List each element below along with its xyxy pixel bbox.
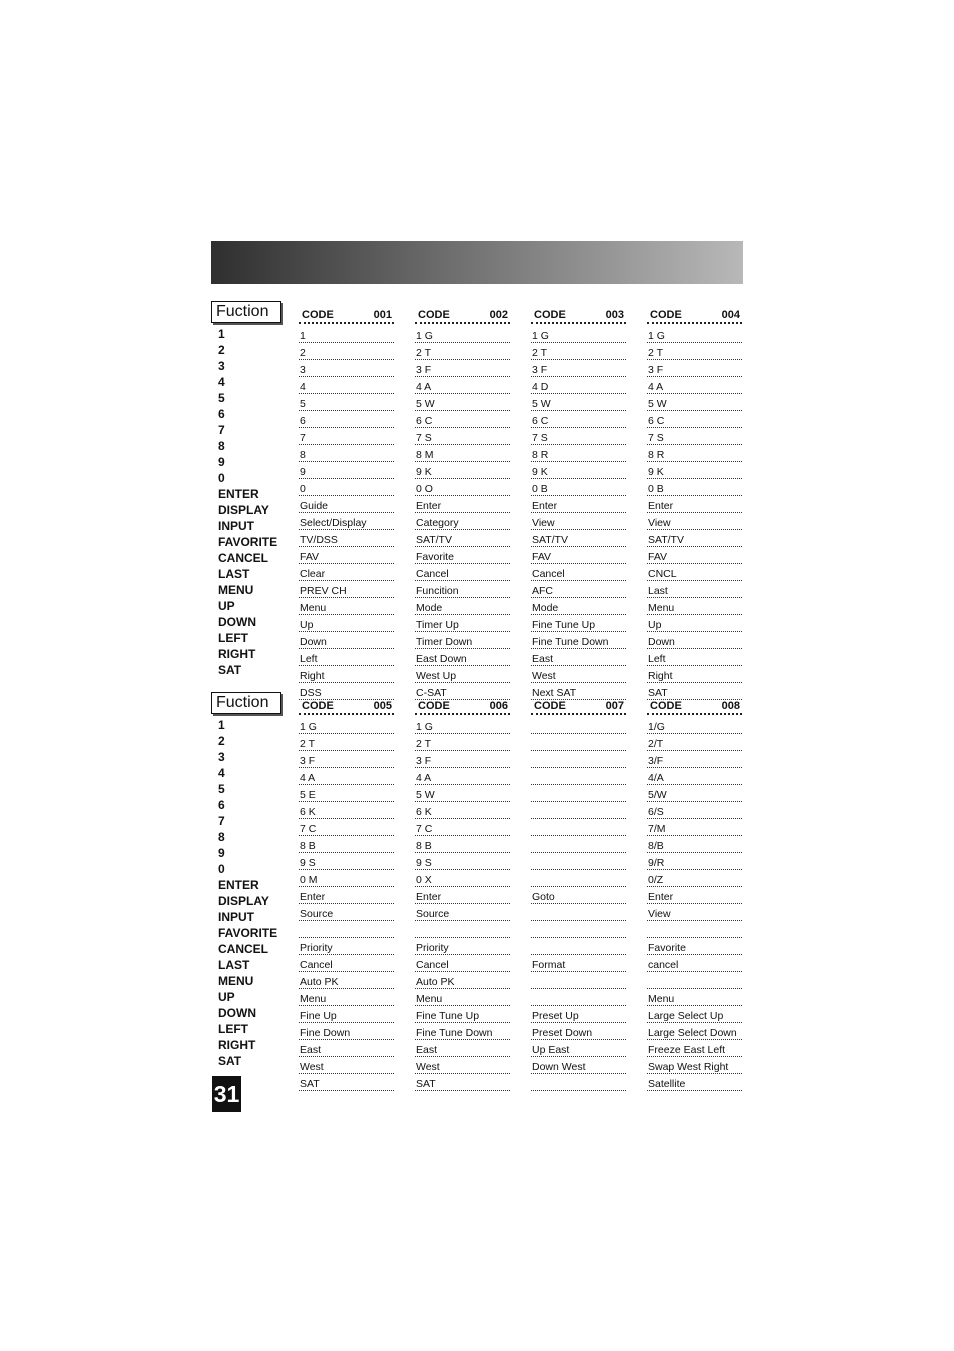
code-cell: Select/Display — [299, 514, 394, 530]
function-label: 1 — [218, 327, 225, 341]
code-cell: Source — [415, 905, 510, 921]
code-cell: West — [531, 667, 626, 683]
code-cell: Clear — [299, 565, 394, 581]
code-cell: Mode — [531, 599, 626, 615]
code-cell: 6/S — [647, 803, 742, 819]
code-cell: 3 F — [531, 361, 626, 377]
code-cell: FAV — [531, 548, 626, 564]
code-cell: 1 G — [531, 327, 626, 343]
code-label: CODE — [302, 309, 334, 321]
code-cell: PREV CH — [299, 582, 394, 598]
code-cell: Cancel — [415, 565, 510, 581]
code-cell: 7 C — [415, 820, 510, 836]
code-cell: 1 G — [415, 718, 510, 734]
function-label: UP — [218, 599, 235, 613]
code-cell: 1 G — [647, 327, 742, 343]
code-number: 004 — [721, 309, 740, 321]
function-label: 8 — [218, 439, 225, 453]
code-cell: 3 F — [415, 752, 510, 768]
code-column-header — [531, 697, 626, 715]
function-label: UP — [218, 990, 235, 1004]
code-cell: View — [647, 905, 742, 921]
code-cell: Enter — [647, 497, 742, 513]
function-label: MENU — [218, 583, 254, 597]
function-label: LAST — [218, 958, 250, 972]
function-label: INPUT — [218, 910, 254, 924]
code-cell: 1 G — [415, 327, 510, 343]
code-cell: Cancel — [299, 956, 394, 972]
code-cell: 7 S — [647, 429, 742, 445]
code-cell: 6 C — [531, 412, 626, 428]
code-cell: 1 G — [299, 718, 394, 734]
code-cell: 4 D — [531, 378, 626, 394]
code-cell: SAT — [415, 1075, 510, 1091]
code-cell: Fine Up — [299, 1007, 394, 1023]
code-cell: 6 K — [299, 803, 394, 819]
code-cell — [531, 871, 626, 887]
code-cell: West — [415, 1058, 510, 1074]
function-label: DISPLAY — [218, 503, 269, 517]
function-label: SAT — [218, 663, 242, 677]
code-cell: AFC — [531, 582, 626, 598]
code-column — [647, 306, 742, 701]
code-cell: Menu — [647, 990, 742, 1006]
code-label: CODE — [534, 309, 566, 321]
code-column — [647, 697, 742, 1092]
code-number: 006 — [489, 700, 508, 712]
code-cell: 6 K — [415, 803, 510, 819]
code-label: CODE — [302, 700, 334, 712]
code-cell: TV/DSS — [299, 531, 394, 547]
code-cell: 4 A — [299, 769, 394, 785]
code-cell — [531, 803, 626, 819]
code-cell: 8 B — [299, 837, 394, 853]
code-cell: Source — [299, 905, 394, 921]
code-cell — [531, 718, 626, 734]
code-cell: 7 C — [299, 820, 394, 836]
code-cell — [531, 905, 626, 921]
function-header: Fuction — [211, 301, 281, 323]
code-cell — [531, 735, 626, 751]
code-cell: Left — [647, 650, 742, 666]
code-label: CODE — [534, 700, 566, 712]
code-cell: Preset Up — [531, 1007, 626, 1023]
code-cell — [531, 1075, 626, 1091]
code-cell: Enter — [415, 497, 510, 513]
code-label: CODE — [418, 309, 450, 321]
code-cell: 8 R — [647, 446, 742, 462]
code-cell: Swap West Right — [647, 1058, 742, 1074]
code-cell: 9 K — [531, 463, 626, 479]
code-cell: 6 C — [415, 412, 510, 428]
code-cell: 2 T — [647, 344, 742, 360]
code-cell — [531, 786, 626, 802]
code-cell: Timer Down — [415, 633, 510, 649]
function-label: 0 — [218, 471, 225, 485]
code-cell: SAT — [647, 684, 742, 700]
code-cell: 5 E — [299, 786, 394, 802]
code-cell: Last — [647, 582, 742, 598]
code-cell: 2 — [299, 344, 394, 360]
code-cell: Down West — [531, 1058, 626, 1074]
function-header: Fuction — [211, 692, 281, 714]
code-cell: SAT — [299, 1075, 394, 1091]
code-cell: 3 — [299, 361, 394, 377]
code-cell: 6 — [299, 412, 394, 428]
code-cell: DSS — [299, 684, 394, 700]
code-cell: 7 — [299, 429, 394, 445]
code-cell: 7 S — [415, 429, 510, 445]
code-cell: 5 W — [415, 395, 510, 411]
code-column-header — [647, 697, 742, 715]
code-cell: Preset Down — [531, 1024, 626, 1040]
code-cell: 2 T — [531, 344, 626, 360]
code-cell: West — [299, 1058, 394, 1074]
code-cell — [531, 769, 626, 785]
code-cell: Mode — [415, 599, 510, 615]
code-column — [415, 697, 510, 1092]
code-cell: View — [531, 514, 626, 530]
code-column-header — [415, 697, 510, 715]
function-label: 7 — [218, 814, 225, 828]
code-cell: 9/R — [647, 854, 742, 870]
code-cell: Up East — [531, 1041, 626, 1057]
code-cell: cancel — [647, 956, 742, 972]
code-cell: 0 X — [415, 871, 510, 887]
code-cell: Auto PK — [415, 973, 510, 989]
code-cell: C-SAT — [415, 684, 510, 700]
code-column-header — [647, 306, 742, 324]
function-label: MENU — [218, 974, 254, 988]
code-cell — [531, 820, 626, 836]
code-column — [299, 306, 394, 701]
code-cell: West Up — [415, 667, 510, 683]
code-cell — [299, 922, 394, 938]
code-cell: Enter — [299, 888, 394, 904]
code-number: 008 — [721, 700, 740, 712]
function-label: 2 — [218, 343, 225, 357]
code-cell: 9 K — [415, 463, 510, 479]
function-label: FAVORITE — [218, 926, 278, 940]
code-cell — [531, 837, 626, 853]
code-cell: 8 R — [531, 446, 626, 462]
code-number: 002 — [489, 309, 508, 321]
code-cell: Category — [415, 514, 510, 530]
code-number: 005 — [373, 700, 392, 712]
code-cell: Favorite — [415, 548, 510, 564]
code-cell — [647, 973, 742, 989]
code-cell: Favorite — [647, 939, 742, 955]
code-cell: 0 — [299, 480, 394, 496]
function-label: LEFT — [218, 1022, 248, 1036]
code-cell: 9 — [299, 463, 394, 479]
code-cell: Freeze East Left — [647, 1041, 742, 1057]
function-label: 6 — [218, 407, 225, 421]
code-cell: 6 C — [647, 412, 742, 428]
code-column — [531, 697, 626, 1092]
code-cell: Fine Tune Down — [531, 633, 626, 649]
code-cell: 4 A — [415, 769, 510, 785]
code-cell: SAT/TV — [531, 531, 626, 547]
code-cell: 9 K — [647, 463, 742, 479]
function-labels — [218, 326, 277, 678]
function-label: 3 — [218, 359, 225, 373]
code-cell: Next SAT — [531, 684, 626, 700]
code-cell: FAV — [299, 548, 394, 564]
function-label: 4 — [218, 766, 225, 780]
function-label: 6 — [218, 798, 225, 812]
code-cell — [531, 854, 626, 870]
function-label: ENTER — [218, 487, 259, 501]
code-cell: 3 F — [647, 361, 742, 377]
code-cell: 4 — [299, 378, 394, 394]
code-cell: Up — [299, 616, 394, 632]
code-cell: 1/G — [647, 718, 742, 734]
code-number: 007 — [605, 700, 624, 712]
code-cell: 0 B — [647, 480, 742, 496]
code-label: CODE — [650, 309, 682, 321]
code-column-header — [415, 306, 510, 324]
code-column — [299, 697, 394, 1092]
code-cell: Up — [647, 616, 742, 632]
code-cell: 4 A — [647, 378, 742, 394]
code-cell: Cancel — [415, 956, 510, 972]
code-cell: Auto PK — [299, 973, 394, 989]
function-label: 9 — [218, 455, 225, 469]
code-cell: SAT/TV — [647, 531, 742, 547]
code-cell: 8 M — [415, 446, 510, 462]
code-cell: Menu — [299, 990, 394, 1006]
code-cell: 5/W — [647, 786, 742, 802]
function-label: 3 — [218, 750, 225, 764]
code-cell — [531, 973, 626, 989]
code-cell: East Down — [415, 650, 510, 666]
code-cell: 4/A — [647, 769, 742, 785]
code-cell — [647, 922, 742, 938]
function-label: SAT — [218, 1054, 242, 1068]
code-cell: Enter — [531, 497, 626, 513]
function-label: CANCEL — [218, 551, 268, 565]
code-cell: Priority — [415, 939, 510, 955]
code-cell — [531, 990, 626, 1006]
code-cell — [531, 939, 626, 955]
code-cell: 5 W — [415, 786, 510, 802]
code-cell: 2 T — [415, 344, 510, 360]
code-cell: Enter — [415, 888, 510, 904]
code-cell: Goto — [531, 888, 626, 904]
function-label: 7 — [218, 423, 225, 437]
function-label: DOWN — [218, 615, 256, 629]
code-cell: Fine Down — [299, 1024, 394, 1040]
code-cell: 0 M — [299, 871, 394, 887]
code-cell: 4 A — [415, 378, 510, 394]
code-cell: Cancel — [531, 565, 626, 581]
code-cell: Fine Tune Up — [415, 1007, 510, 1023]
code-cell: FAV — [647, 548, 742, 564]
function-label: LEFT — [218, 631, 248, 645]
code-cell: Guide — [299, 497, 394, 513]
code-cell — [415, 922, 510, 938]
code-cell: Enter — [647, 888, 742, 904]
code-number: 001 — [373, 309, 392, 321]
function-labels — [218, 717, 277, 1069]
code-cell: 9 S — [299, 854, 394, 870]
code-cell: SAT/TV — [415, 531, 510, 547]
code-cell: 2 T — [299, 735, 394, 751]
function-label: DOWN — [218, 1006, 256, 1020]
function-label: RIGHT — [218, 647, 256, 661]
function-label: INPUT — [218, 519, 254, 533]
code-cell: 7/M — [647, 820, 742, 836]
function-label: 5 — [218, 391, 225, 405]
code-cell: 8/B — [647, 837, 742, 853]
code-cell: 3/F — [647, 752, 742, 768]
code-label: CODE — [650, 700, 682, 712]
code-cell: East — [299, 1041, 394, 1057]
code-cell — [531, 922, 626, 938]
code-cell: Fine Tune Down — [415, 1024, 510, 1040]
code-cell: 1 — [299, 327, 394, 343]
code-cell: Right — [299, 667, 394, 683]
code-cell: Priority — [299, 939, 394, 955]
code-cell: 7 S — [531, 429, 626, 445]
code-label: CODE — [418, 700, 450, 712]
code-cell: 2 T — [415, 735, 510, 751]
code-cell: Right — [647, 667, 742, 683]
function-label: LAST — [218, 567, 250, 581]
code-column-header — [299, 306, 394, 324]
function-label: 2 — [218, 734, 225, 748]
code-cell: East — [415, 1041, 510, 1057]
code-cell: 3 F — [415, 361, 510, 377]
code-cell: East — [531, 650, 626, 666]
function-label: 9 — [218, 846, 225, 860]
function-label: 1 — [218, 718, 225, 732]
code-cell: 5 — [299, 395, 394, 411]
code-cell: Down — [647, 633, 742, 649]
function-label: DISPLAY — [218, 894, 269, 908]
code-cell: Large Select Up — [647, 1007, 742, 1023]
code-cell: 9 S — [415, 854, 510, 870]
code-number: 003 — [605, 309, 624, 321]
code-cell: Format — [531, 956, 626, 972]
function-label: FAVORITE — [218, 535, 278, 549]
code-cell: Down — [299, 633, 394, 649]
code-cell: Menu — [299, 599, 394, 615]
code-cell: Timer Up — [415, 616, 510, 632]
code-cell: 3 F — [299, 752, 394, 768]
code-column-header — [299, 697, 394, 715]
function-label: CANCEL — [218, 942, 268, 956]
code-cell: 5 W — [647, 395, 742, 411]
code-cell: 0/Z — [647, 871, 742, 887]
page-number: 31 — [212, 1076, 241, 1112]
function-label: RIGHT — [218, 1038, 256, 1052]
code-column — [415, 306, 510, 701]
code-cell: 2/T — [647, 735, 742, 751]
code-cell: Menu — [415, 990, 510, 1006]
code-cell: 0 B — [531, 480, 626, 496]
code-cell — [531, 752, 626, 768]
code-cell: View — [647, 514, 742, 530]
code-column-header — [531, 306, 626, 324]
function-label: 5 — [218, 782, 225, 796]
code-cell: Menu — [647, 599, 742, 615]
function-label: 8 — [218, 830, 225, 844]
code-cell: Large Select Down — [647, 1024, 742, 1040]
code-cell: Satellite — [647, 1075, 742, 1091]
code-cell: Funcition — [415, 582, 510, 598]
code-column — [531, 306, 626, 701]
code-cell: CNCL — [647, 565, 742, 581]
code-cell: 8 B — [415, 837, 510, 853]
header-gradient-bar — [211, 241, 743, 284]
code-cell: 0 O — [415, 480, 510, 496]
function-label: ENTER — [218, 878, 259, 892]
code-cell: 5 W — [531, 395, 626, 411]
code-cell: Fine Tune Up — [531, 616, 626, 632]
function-label: 4 — [218, 375, 225, 389]
code-cell: Left — [299, 650, 394, 666]
function-label: 0 — [218, 862, 225, 876]
code-cell: 8 — [299, 446, 394, 462]
